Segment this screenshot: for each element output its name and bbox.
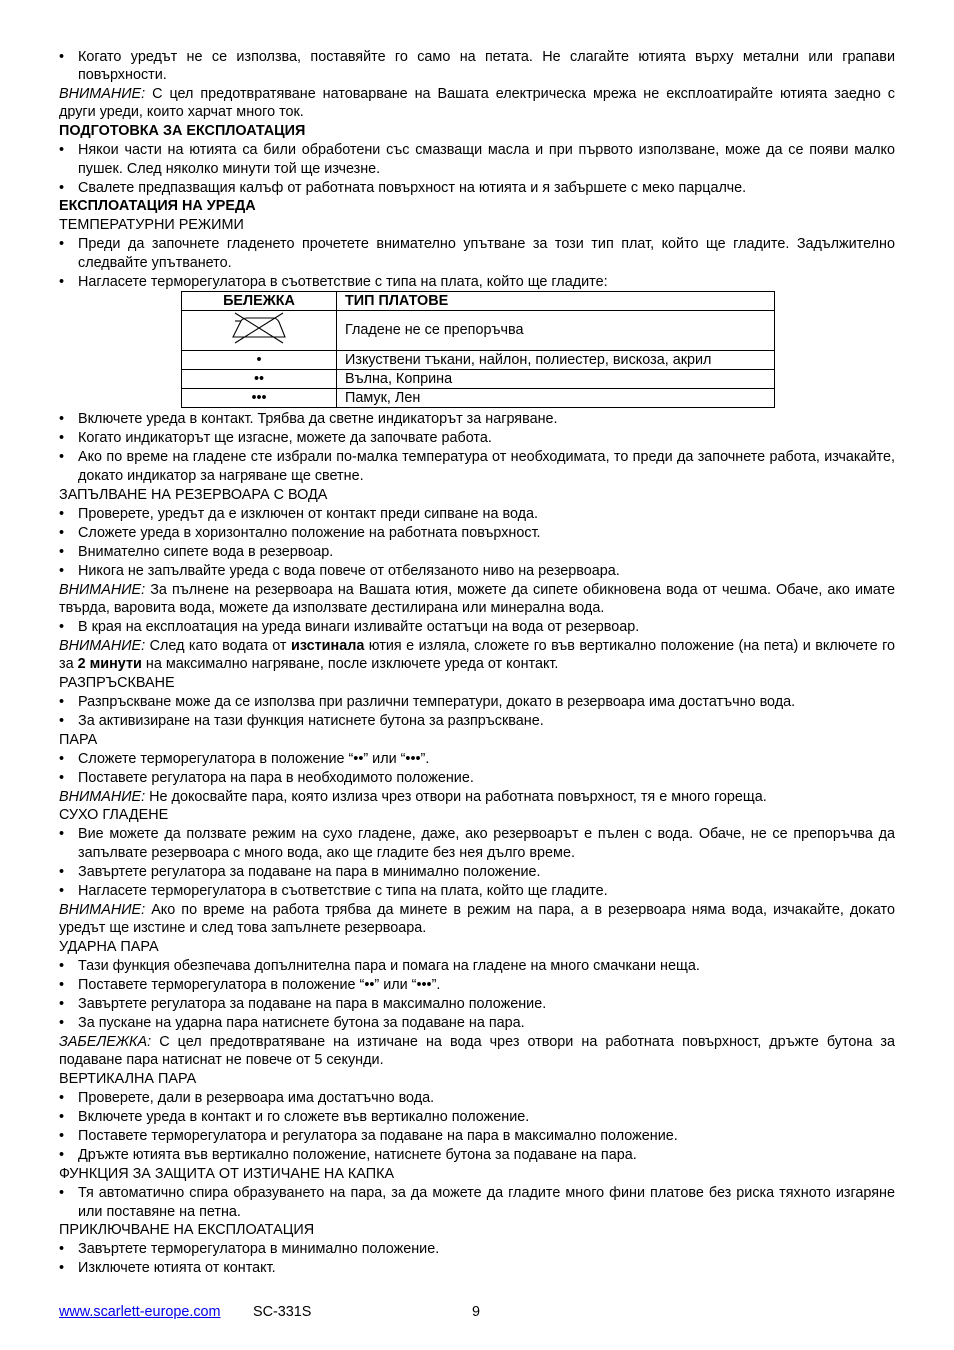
list-item: • Някои части на ютията са били обработени със смазващи масла и при първото използване, може да се появи малко пушек. След няколко минути той ще изчезне. bbox=[59, 141, 895, 178]
subsection-heading: ПАРА bbox=[59, 731, 98, 748]
list-item: • Нагласете терморегулатора в съответствие с типа на плата, който ще гладите. bbox=[59, 882, 895, 901]
no-iron-icon bbox=[227, 311, 291, 345]
list-item: • За активизиране на тази функция натиснете бутона за разпръскване. bbox=[59, 712, 895, 731]
list-item: • В края на експлоатация на уреда винаги изливайте остатъци на вода от резервоар. bbox=[59, 618, 895, 637]
subsection-heading: ТЕМПЕРАТУРНИ РЕЖИМИ bbox=[59, 216, 244, 233]
table-cell: Гладене не се препоръчва bbox=[337, 311, 775, 351]
table-row bbox=[182, 311, 775, 351]
list-item: • Никога не запълвайте уреда с вода повече от отбелязаното ниво на резервоара. bbox=[59, 562, 895, 581]
website-link[interactable]: www.scarlett-europe.com bbox=[59, 1304, 221, 1320]
table-cell: ••• bbox=[182, 389, 337, 408]
fabric-table bbox=[181, 291, 775, 408]
table-cell bbox=[182, 311, 337, 351]
list-item: • Изключете ютията от контакт. bbox=[59, 1259, 895, 1278]
list-item: • Включете уреда в контакт. Трябва да светне индикаторът за нагряване. bbox=[59, 410, 895, 429]
list-item: • Когато уредът не се използва, поставяйте го само на петата. Не слагайте ютията върху метални или грапави повърхности. bbox=[59, 48, 895, 85]
list-item: • Проверете, уредът да е изключен от контакт преди сипване на вода. bbox=[59, 505, 895, 524]
page-footer bbox=[59, 1303, 895, 1322]
list-item: • Тази функция обезпечава допълнителна пара и помага на гладене на много смачкани неща. bbox=[59, 957, 895, 976]
table-row bbox=[182, 389, 775, 408]
warning-paragraph: ВНИМАНИЕ: Ако по време на работа трябва да минете в режим на пара, а в резервоара няма вода, изчакайте, докато уредът ще изстине и след това запълнете резервоара. bbox=[59, 901, 895, 937]
list-item: • Включете уреда в контакт и го сложете във вертикално положение. bbox=[59, 1108, 895, 1127]
table-cell: • bbox=[182, 351, 337, 370]
subsection-heading: ПРИКЛЮЧВАНЕ НА ЕКСПЛОАТАЦИЯ bbox=[59, 1222, 315, 1239]
page-number: 9 bbox=[472, 1304, 481, 1320]
list-item: • Поставете терморегулатора и регулатора за подаване на пара в максимално положение. bbox=[59, 1127, 895, 1146]
list-item: • Поставете терморегулатора в положение “••” или “•••”. bbox=[59, 976, 895, 995]
note-paragraph: ЗАБЕЛЕЖКА: С цел предотвратяване на изтичане на вода чрез отвори на работната повърхност, дръжте бутона за подаване пара натиснат не повече от 5 секунди. bbox=[59, 1033, 895, 1069]
subsection-heading: УДАРНА ПАРА bbox=[59, 938, 159, 955]
document-body bbox=[59, 47, 895, 1278]
list-item: • Нагласете терморегулатора в съответствие с типа на плата, който ще гладите: bbox=[59, 273, 895, 292]
list-item: • Преди да започнете гладенето прочетете внимателно упътване за този тип плат, който ще гладите. Задължително следвайте упътването. bbox=[59, 235, 895, 272]
model-number: SC-331S bbox=[253, 1304, 312, 1320]
list-item: • Разпръскване може да се използва при различни температури, докато в резервоара има достатъчно вода. bbox=[59, 693, 895, 712]
list-item: • Завъртете регулатора за подаване на пара в минимално положение. bbox=[59, 863, 895, 882]
list-item: • Внимателно сипете вода в резервоар. bbox=[59, 543, 895, 562]
table-header: ТИП ПЛАТОВЕ bbox=[337, 292, 775, 311]
subsection-heading: ФУНКЦИЯ ЗА ЗАЩИТА ОТ ИЗТИЧАНЕ НА КАПКА bbox=[59, 1165, 395, 1182]
section-heading: ЕКСПЛОАТАЦИЯ НА УРЕДА bbox=[59, 198, 256, 215]
list-item: • Проверете, дали в резервоара има достатъчно вода. bbox=[59, 1089, 895, 1108]
list-item: • Дръжте ютията във вертикално положение, натиснете бутона за подаване на пара. bbox=[59, 1146, 895, 1165]
table-header: БЕЛЕЖКА bbox=[182, 292, 337, 311]
table-cell: Вълна, Коприна bbox=[337, 370, 775, 389]
table-row bbox=[182, 370, 775, 389]
list-item: • Когато индикаторът ще изгасне, можете да започвате работа. bbox=[59, 429, 895, 448]
warning-paragraph: ВНИМАНИЕ: Не докосвайте пара, която излиза чрез отвори на работната повърхност, тя е много гореща. bbox=[59, 788, 767, 805]
list-item: • Завъртете регулатора за подаване на пара в максимално положение. bbox=[59, 995, 895, 1014]
list-item: • Сложете уреда в хоризонтално положение на работната повърхност. bbox=[59, 524, 895, 543]
table-cell: Изкуствени тъкани, найлон, полиестер, вискоза, акрил bbox=[337, 351, 775, 370]
table-cell: •• bbox=[182, 370, 337, 389]
list-item: • Ако по време на гладене сте избрали по-малка температура от необходимата, то преди да започнете работа, изчакайте, докато индикатор за нагряване ще светне. bbox=[59, 448, 895, 485]
warning-paragraph: ВНИМАНИЕ: За пълнене на резервоара на Вашата ютия, можете да сипете обикновена вода от чешма. Обаче, ако имате твърда, варовита вода, можете да използвате дестилирана или минерална вода. bbox=[59, 581, 895, 617]
list-item: • Завъртете терморегулатора в минимално положение. bbox=[59, 1240, 895, 1259]
warning-paragraph: ВНИМАНИЕ: След като водата от изстинала ютия е изляла, сложете го във вертикално положение (на пета) и включете го за 2 минути на максимално нагряване, после изключете уреда от контакт. bbox=[59, 637, 896, 673]
table-header-row bbox=[182, 292, 775, 311]
subsection-heading: ЗАПЪЛВАНЕ НА РЕЗЕРВОАРА С ВОДА bbox=[59, 486, 328, 503]
table-cell: Памук, Лен bbox=[337, 389, 775, 408]
subsection-heading: РАЗПРЪСКВАНЕ bbox=[59, 675, 175, 692]
list-item: • Вие можете да ползвате режим на сухо гладене, даже, ако резервоарът е пълен с вода. Обаче, не се препоръчва да запълвате резервоара с много вода, ако ще гладите без нея дълго време. bbox=[59, 825, 895, 862]
subsection-heading: ВЕРТИКАЛНА ПАРА bbox=[59, 1071, 197, 1087]
list-item: • Свалете предпазващия калъф от работната повърхност на ютията и я забършете с меко парцалче. bbox=[59, 179, 895, 198]
list-item: • Поставете регулатора на пара в необходимото положение. bbox=[59, 769, 895, 788]
section-heading: ПОДГОТОВКА ЗА ЕКСПЛОАТАЦИЯ bbox=[59, 122, 306, 139]
subsection-heading: СУХО ГЛАДЕНЕ bbox=[59, 807, 169, 824]
list-item: • Тя автоматично спира образуването на пара, за да можете да гладите много фини платове без риска тяхното изгаряне или поставяне на петна. bbox=[59, 1184, 895, 1221]
list-item: • За пускане на ударна пара натиснете бутона за подаване на пара. bbox=[59, 1014, 895, 1033]
table-row bbox=[182, 351, 775, 370]
list-item: • Сложете терморегулатора в положение “••” или “•••”. bbox=[59, 750, 895, 769]
warning-paragraph: ВНИМАНИЕ: С цел предотвратяване натоварване на Вашата електрическа мрежа не експлоатирайте ютията заедно с други уреди, които харчат много ток. bbox=[59, 85, 895, 121]
